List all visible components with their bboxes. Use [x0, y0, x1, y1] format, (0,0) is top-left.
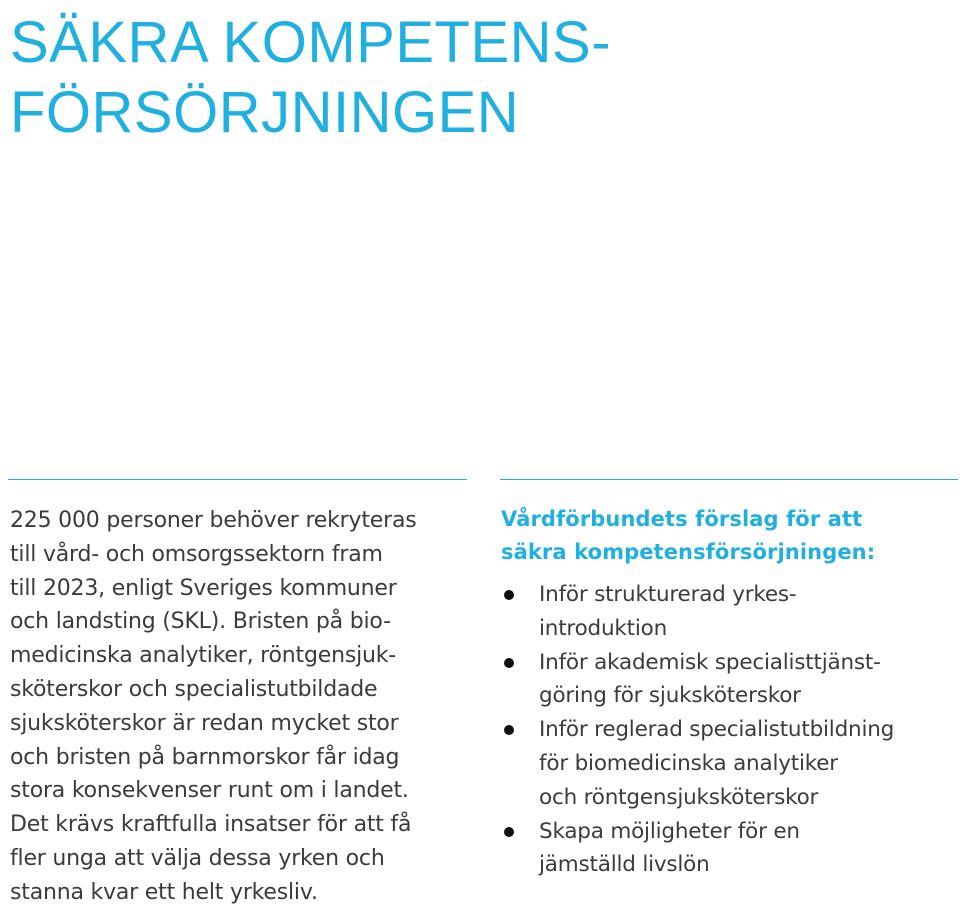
- headline-line-1: SÄKRA KOMPETENS-: [10, 10, 612, 75]
- intro-line: sköterskor och specialistutbildade: [10, 676, 378, 702]
- intro-line: sjuksköterskor är redan mycket stor: [10, 710, 399, 736]
- bullet-icon: [504, 658, 514, 668]
- intro-line: Det krävs kraftfulla insatser för att få: [10, 812, 412, 838]
- bullet-icon: [504, 590, 514, 600]
- intro-line: medicinska analytiker, röntgensjuk-: [10, 643, 397, 669]
- bullet-icon: [504, 827, 514, 837]
- proposal-line: Inför strukturerad yrkes-: [539, 582, 797, 607]
- proposal-line: jämställd livslön: [539, 852, 710, 878]
- intro-line: stora konsekvenser runt om i landet.: [10, 778, 409, 804]
- proposals-heading: [501, 503, 875, 569]
- proposals-list: [501, 578, 956, 882]
- intro-line: till 2023, enligt Sveriges kommuner: [10, 575, 397, 601]
- intro-line: fler unga att välja dessa yrken och: [10, 845, 385, 871]
- proposal-line: och röntgensjuksköterskor: [539, 784, 819, 810]
- right-column-divider: [500, 479, 958, 480]
- proposal-item: [501, 713, 956, 814]
- intro-paragraph: [10, 504, 480, 910]
- intro-line: 225 000 personer behöver rekryteras: [10, 508, 417, 533]
- bullet-icon: [504, 725, 514, 735]
- proposal-item: [501, 646, 956, 714]
- proposal-line: Inför reglerad specialistutbildning: [539, 717, 895, 743]
- proposals-heading-line: säkra kompetensförsörjningen:: [501, 540, 876, 564]
- proposal-line: Skapa möjligheter för en: [539, 818, 800, 844]
- proposal-item: [501, 578, 956, 646]
- proposal-item: [501, 815, 956, 883]
- proposal-line: introduktion: [539, 615, 668, 641]
- headline-line-2: FÖRSÖRJNINGEN: [10, 80, 520, 145]
- intro-line: till vård- och omsorgssektorn fram: [10, 541, 383, 567]
- intro-line: och bristen på barnmorskor får idag: [10, 744, 400, 770]
- page-headline: [10, 8, 611, 148]
- proposals-heading-line: Vårdförbundets förslag för att: [501, 507, 863, 531]
- proposal-line: göring för sjuksköterskor: [539, 683, 801, 709]
- proposal-line: för biomedicinska analytiker: [539, 750, 838, 776]
- intro-line: stanna kvar ett helt yrkesliv.: [10, 879, 318, 905]
- left-column-divider: [8, 479, 467, 480]
- intro-line: och landsting (SKL). Bristen på bio-: [10, 609, 391, 635]
- proposal-line: Inför akademisk specialisttjänst-: [539, 649, 881, 675]
